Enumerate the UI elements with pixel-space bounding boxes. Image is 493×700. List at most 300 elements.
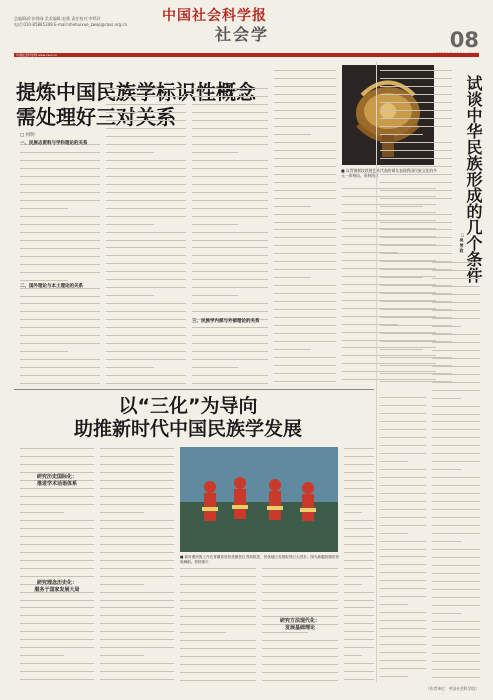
text-line — [106, 232, 186, 238]
article3-subhead-3 — [262, 618, 338, 632]
text-line — [274, 261, 336, 267]
text-line — [106, 335, 186, 341]
text-line — [20, 504, 94, 510]
text-line — [100, 592, 174, 598]
text-line — [380, 620, 426, 626]
text-line — [380, 676, 408, 681]
text-line — [380, 453, 426, 459]
text-line — [192, 255, 268, 261]
text-line — [20, 152, 100, 158]
text-line — [100, 639, 174, 645]
text-line — [192, 152, 238, 158]
text-line — [100, 536, 174, 542]
article3-subhead-1-line1: 研究历史国际化： — [36, 474, 77, 480]
text-line — [432, 358, 480, 364]
text-line — [274, 245, 336, 251]
text-line — [100, 615, 174, 621]
text-line — [192, 176, 268, 182]
text-line — [432, 637, 480, 643]
text-line — [432, 629, 480, 635]
text-line — [344, 528, 374, 534]
text-line — [432, 310, 480, 316]
text-line — [192, 88, 268, 94]
text-line — [380, 596, 426, 602]
text-line — [180, 632, 226, 638]
text-line — [344, 671, 374, 677]
text-line — [106, 144, 186, 150]
text-line — [20, 367, 100, 373]
text-line — [106, 319, 186, 325]
text-line — [20, 335, 100, 341]
article1-column-3 — [192, 86, 268, 385]
text-line — [180, 624, 256, 630]
text-line — [344, 560, 374, 566]
text-line — [100, 647, 174, 653]
text-line — [432, 302, 480, 308]
text-line — [380, 652, 426, 658]
text-line — [274, 150, 336, 156]
bronze-artifact-caption: ■ 以青铜刻纹敦煌艺术代表的铜戈表现我国民族文化的多元一体格局。资料图片 — [341, 168, 437, 178]
article1-subhead-2: 二、国外理论与本土理论的关系 — [20, 284, 83, 289]
article3-subhead-2-line2: 服务于国家发展大局 — [34, 587, 80, 593]
text-line — [432, 597, 480, 603]
text-line — [380, 509, 426, 515]
masthead-info-line1: 总编辑部:孙铁刚 美术编辑:赵燕 责任校对:李鸣玲 — [14, 16, 101, 21]
text-line — [192, 120, 268, 126]
text-line — [192, 240, 268, 246]
text-line — [20, 216, 100, 222]
text-line — [180, 600, 256, 606]
text-line — [432, 318, 480, 324]
text-line — [192, 375, 268, 381]
text-line — [180, 568, 256, 574]
text-line — [106, 343, 186, 349]
text-line — [100, 504, 174, 510]
text-line — [20, 607, 94, 613]
text-line — [106, 136, 186, 142]
text-line — [380, 86, 452, 92]
text-line — [106, 303, 186, 309]
text-line — [432, 613, 461, 619]
text-line — [100, 552, 174, 558]
text-line — [380, 445, 426, 451]
text-line — [106, 383, 186, 385]
article2-vertical-title: 试谈中华民族形成的几个条件 — [464, 75, 483, 283]
text-line — [274, 118, 336, 124]
masthead-info-line2: 电话:010-85885308 E-mail:shehuixue_zwqs@cass.org.cn — [14, 21, 128, 27]
article2-byline: □ 吴 荣 政 — [460, 232, 465, 253]
text-line — [20, 520, 94, 526]
text-line — [262, 680, 338, 682]
text-line — [274, 94, 336, 100]
text-line — [432, 326, 461, 332]
text-line — [20, 536, 94, 542]
text-line — [432, 485, 480, 491]
article3-subhead-1-line2: 推进学术话语体系 — [36, 481, 77, 487]
text-line — [344, 504, 374, 510]
text-line — [274, 341, 336, 347]
text-line — [20, 160, 100, 166]
text-line — [106, 311, 186, 317]
text-line — [20, 264, 100, 270]
text-line — [100, 512, 144, 518]
text-line — [100, 496, 174, 502]
text-line — [380, 182, 452, 188]
article1-byline: □ 何明 — [20, 133, 35, 138]
text-line — [106, 176, 186, 182]
text-line — [274, 126, 336, 132]
text-line — [432, 429, 480, 435]
text-line — [192, 144, 268, 150]
text-line — [20, 655, 64, 661]
text-line — [380, 142, 452, 148]
text-line — [20, 200, 100, 206]
text-line — [106, 279, 186, 285]
text-line — [344, 520, 374, 526]
issue-date: 2016年1月14日 星期四 — [435, 52, 479, 57]
text-line — [100, 528, 174, 534]
text-line — [100, 568, 174, 574]
article1-column-2 — [106, 86, 186, 385]
text-line — [192, 383, 268, 385]
text-line — [380, 126, 452, 132]
text-line — [380, 572, 426, 578]
text-line — [380, 118, 452, 124]
text-line — [20, 192, 100, 198]
text-line — [274, 86, 336, 92]
text-line — [20, 256, 100, 262]
text-line — [100, 456, 174, 462]
text-line — [192, 96, 268, 102]
text-line — [180, 680, 256, 682]
text-line — [432, 589, 480, 595]
text-line — [20, 232, 100, 238]
text-line — [380, 206, 423, 212]
text-line — [20, 560, 94, 566]
text-line — [380, 78, 452, 84]
text-line — [106, 271, 186, 277]
text-line — [100, 560, 174, 566]
text-line — [380, 429, 426, 435]
text-line — [274, 277, 311, 283]
header-website: 中国社会科学网 www.cssn.cn — [16, 52, 58, 57]
text-line — [274, 373, 336, 379]
text-line — [432, 421, 480, 427]
text-line — [380, 477, 426, 483]
text-line — [106, 192, 186, 198]
text-line — [106, 327, 186, 333]
text-line — [274, 293, 336, 299]
text-line — [180, 616, 256, 622]
text-line — [106, 184, 186, 190]
text-line — [274, 190, 336, 196]
text-line — [20, 615, 94, 621]
text-line — [180, 664, 256, 670]
text-line — [106, 224, 154, 230]
text-line — [262, 640, 338, 646]
text-line — [192, 247, 268, 253]
text-line — [192, 359, 268, 365]
text-line — [100, 544, 174, 550]
text-line — [192, 271, 268, 277]
text-line — [20, 168, 100, 174]
text-line — [432, 581, 480, 587]
text-line — [106, 263, 186, 269]
text-line — [274, 142, 336, 148]
text-line — [380, 174, 452, 180]
text-line — [380, 277, 423, 283]
text-line — [192, 287, 268, 293]
text-line — [380, 421, 426, 427]
text-line — [380, 166, 452, 172]
text-line — [432, 549, 480, 555]
text-line — [380, 397, 426, 403]
text-line — [20, 456, 94, 462]
text-line — [20, 351, 68, 357]
text-line — [100, 448, 174, 454]
text-line — [192, 192, 268, 198]
section-divider — [14, 389, 374, 390]
text-line — [20, 528, 94, 534]
text-line — [192, 208, 268, 214]
text-line — [274, 349, 311, 355]
text-line — [192, 168, 268, 174]
text-line — [432, 645, 480, 651]
text-line — [274, 70, 336, 76]
text-line — [432, 669, 480, 675]
text-line — [380, 501, 426, 507]
text-line — [192, 367, 238, 373]
text-line — [20, 311, 100, 317]
text-line — [106, 120, 186, 126]
text-line — [380, 150, 452, 156]
article3-headline — [38, 395, 338, 441]
text-line — [432, 565, 480, 571]
text-line — [20, 359, 100, 365]
page-number: 08 — [449, 28, 479, 52]
text-line — [100, 607, 174, 613]
text-line — [100, 472, 174, 478]
text-line — [20, 464, 94, 470]
dance-performance-caption: ■ 新时期民族工作在青藏高原民族聚居区得到推进，民族地区发展取得巨大进步。图为新疆拍摄的民族舞蹈。资料图片 — [180, 555, 340, 564]
text-line — [274, 317, 336, 323]
text-line — [274, 158, 336, 164]
text-line — [344, 464, 374, 470]
text-line — [262, 672, 338, 678]
text-line — [432, 366, 480, 372]
text-line — [344, 631, 374, 637]
article3-subhead-2 — [20, 580, 94, 594]
text-line — [20, 448, 94, 454]
text-line — [432, 653, 480, 659]
text-line — [432, 406, 480, 412]
text-line — [20, 600, 94, 606]
text-line — [106, 200, 186, 206]
text-line — [100, 671, 174, 677]
text-line — [192, 184, 268, 190]
text-line — [20, 296, 100, 302]
text-line — [180, 584, 256, 590]
text-line — [20, 488, 94, 494]
text-line — [20, 552, 94, 558]
text-line — [274, 214, 336, 220]
text-line — [380, 556, 426, 562]
text-line — [432, 661, 480, 667]
text-line — [192, 136, 268, 142]
text-line — [20, 671, 94, 677]
text-line — [344, 679, 374, 682]
text-line — [432, 453, 480, 459]
text-line — [380, 636, 426, 642]
article3-subhead-2-line1: 研究理念历史化： — [36, 580, 77, 586]
text-line — [344, 647, 374, 653]
text-line — [432, 374, 480, 380]
text-line — [106, 168, 186, 174]
text-line — [274, 309, 336, 315]
text-line — [192, 216, 268, 222]
text-line — [106, 367, 154, 373]
text-line — [432, 334, 480, 340]
article3-subhead-3-line2: 发展基础理论 — [284, 625, 315, 631]
text-line — [344, 536, 374, 542]
text-line — [262, 664, 338, 670]
text-line — [274, 174, 336, 180]
text-line — [100, 600, 174, 606]
text-line — [274, 166, 336, 172]
text-line — [432, 557, 480, 563]
text-line — [344, 600, 374, 606]
text-line — [432, 509, 480, 515]
text-line — [380, 628, 426, 634]
text-line — [274, 285, 336, 291]
text-line — [380, 94, 452, 100]
text-line — [20, 383, 100, 385]
text-line — [344, 663, 374, 669]
text-line — [432, 469, 461, 475]
article1-subhead-3: 三、民族学内部与外部理论的关系 — [192, 319, 260, 324]
text-line — [380, 469, 426, 475]
text-line — [20, 303, 100, 309]
text-line — [262, 632, 308, 638]
text-line — [380, 612, 426, 618]
text-line — [380, 564, 426, 570]
masthead-info — [14, 16, 127, 27]
text-line — [380, 405, 426, 411]
text-line — [20, 512, 64, 518]
header-red-bar — [14, 53, 479, 57]
text-line — [20, 319, 100, 325]
text-line — [344, 480, 374, 486]
article1-column-1 — [20, 142, 100, 385]
text-line — [274, 253, 336, 259]
text-line — [262, 600, 338, 606]
text-line — [106, 295, 154, 301]
text-line — [20, 639, 94, 645]
text-line — [344, 584, 362, 590]
text-line — [274, 110, 336, 116]
text-line — [274, 78, 336, 84]
text-line — [262, 656, 338, 662]
text-line — [106, 160, 186, 166]
text-line — [380, 214, 452, 220]
text-line — [106, 112, 186, 118]
text-line — [432, 525, 480, 531]
text-line — [106, 359, 186, 365]
text-line — [106, 104, 186, 110]
text-line — [344, 488, 374, 494]
text-line — [432, 414, 480, 420]
text-line — [380, 660, 426, 666]
text-line — [380, 493, 426, 499]
text-line — [380, 533, 408, 539]
text-line — [192, 335, 268, 341]
text-line — [274, 237, 336, 243]
text-line — [274, 381, 336, 385]
masthead — [0, 0, 493, 60]
text-line — [100, 464, 174, 470]
text-line — [380, 70, 452, 76]
article1-subhead-1: 一、民族志资料与学科理论的关系 — [20, 141, 88, 146]
text-line — [100, 679, 174, 682]
text-line — [344, 448, 374, 454]
text-line — [380, 437, 426, 443]
text-line — [20, 272, 100, 278]
text-line — [432, 517, 480, 523]
text-line — [380, 549, 426, 555]
text-line — [20, 647, 94, 653]
text-line — [20, 240, 100, 246]
text-line — [432, 533, 480, 539]
text-line — [274, 206, 311, 212]
text-line — [180, 640, 256, 646]
text-line — [344, 472, 374, 478]
text-line — [106, 96, 186, 102]
article2-column-2 — [380, 395, 426, 681]
text-line — [344, 512, 362, 518]
text-line — [274, 269, 336, 275]
text-line — [380, 134, 423, 140]
text-line — [180, 592, 256, 598]
text-line — [432, 278, 480, 284]
text-line — [380, 245, 452, 251]
text-line — [344, 623, 374, 629]
text-line — [344, 496, 374, 502]
text-line — [432, 262, 480, 268]
text-line — [432, 677, 480, 680]
text-line — [380, 485, 426, 491]
article1-column-4 — [274, 68, 336, 385]
text-line — [344, 456, 374, 462]
article-footer: （作者单位：中国社会科学院） — [425, 686, 479, 691]
text-line — [274, 102, 336, 108]
text-line — [100, 663, 174, 669]
article3-headline-line2: 助推新时代中国民族学发展 — [73, 418, 302, 440]
text-line — [274, 357, 336, 363]
text-line — [20, 208, 68, 214]
text-line — [380, 110, 452, 116]
text-line — [274, 229, 336, 235]
text-line — [274, 134, 311, 140]
article3-column-5 — [344, 446, 374, 682]
text-line — [432, 342, 480, 348]
text-line — [192, 351, 268, 357]
text-line — [20, 184, 100, 190]
text-line — [380, 517, 426, 523]
text-line — [432, 350, 480, 356]
article3-subhead-1 — [20, 474, 94, 488]
text-line — [192, 295, 238, 301]
text-line — [20, 224, 100, 230]
